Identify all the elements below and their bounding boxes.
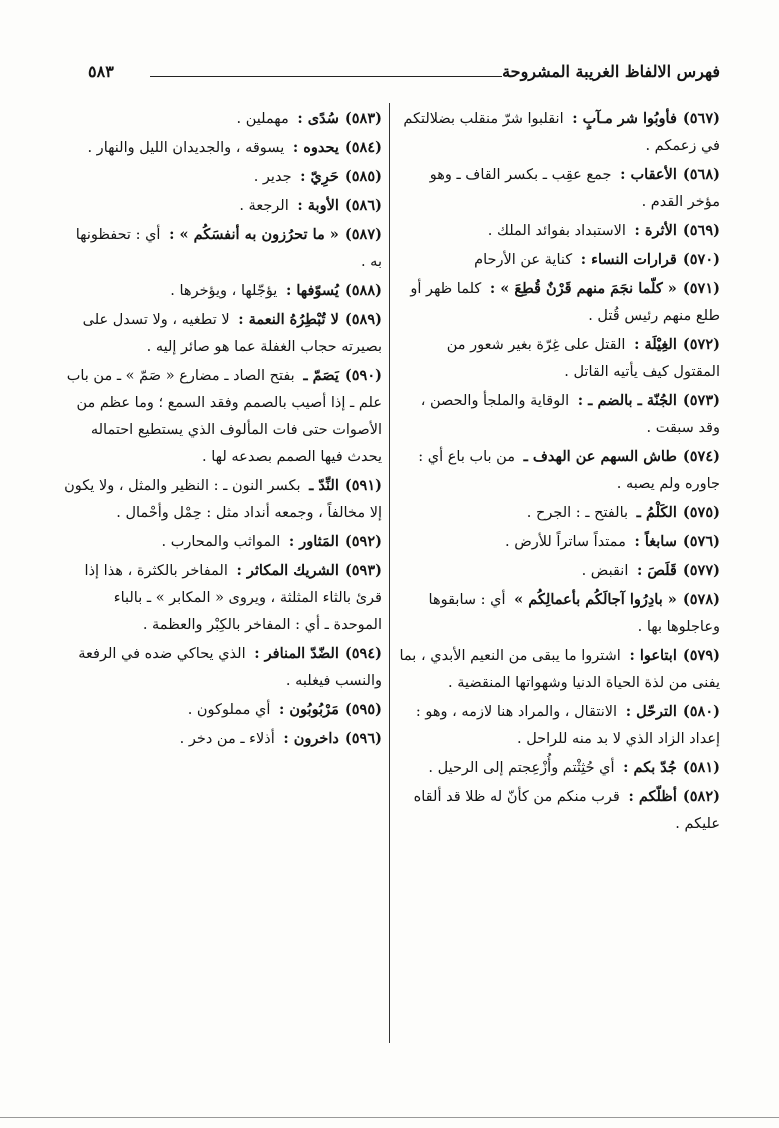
entry-definition: كلما ظهر أو طلع منهم رئيس قُتل . <box>410 281 720 324</box>
entry-definition: يسوقه ، والجديدان الليل والنهار . <box>87 140 285 156</box>
entry-number: (٥٨٠) <box>682 703 720 720</box>
entry-term: قرارات النساء : <box>580 251 677 268</box>
entry-number: (٥٧٢) <box>682 336 720 353</box>
glossary-entry <box>62 362 382 471</box>
entry-term: يحدوه : <box>292 139 339 156</box>
entry-term: الترحّل : <box>625 703 677 720</box>
glossary-entry <box>398 275 720 330</box>
entry-term: سابغاً : <box>634 533 677 550</box>
left-column <box>62 105 382 754</box>
glossary-entry <box>62 725 382 753</box>
entry-definition: الوقاية والملجأ والحصن ، وقد سبقت . <box>420 393 720 436</box>
glossary-entry <box>398 105 720 160</box>
entry-term: الكَلْمُ ـ <box>636 504 677 521</box>
glossary-entry <box>62 640 382 695</box>
entry-term: يَصَمّ ـ <box>303 367 339 384</box>
glossary-entry <box>62 134 382 162</box>
entry-number: (٥٦٩) <box>682 222 720 239</box>
glossary-entry <box>62 277 382 305</box>
entry-number: (٥٧٠) <box>682 251 720 268</box>
glossary-entry <box>398 557 720 585</box>
entry-number: (٥٧٦) <box>682 533 720 550</box>
entry-definition: أي : تحفظونها به . <box>75 227 382 270</box>
entry-term: حَرِيّ : <box>300 168 339 185</box>
entry-number: (٥٧٩) <box>682 647 720 664</box>
footer-rule <box>0 1117 779 1118</box>
glossary-entry <box>398 387 720 442</box>
entry-definition: بالفتح ـ : الجرح . <box>526 505 629 521</box>
glossary-entry <box>398 586 720 641</box>
entry-term: الأعقاب : <box>620 166 677 183</box>
entry-number: (٥٨٣) <box>344 110 382 127</box>
glossary-entry <box>398 642 720 697</box>
entry-term: يُسوّفها : <box>285 282 339 299</box>
entry-definition: بفتح الصاد ـ مضارع « صَمّ » ـ من باب علم ـ إذا أصيب بالصمم وفقد السمع ؛ وما عظم من الأصوات حتى فات المألوف الذي يستطيع احتماله يحدث فيها الصمم بصدعه لها . <box>66 368 382 465</box>
entry-definition: اشتروا ما يبقى من النعيم الأبدي ، بما يفنى من لذة الحياة الدنيا وشهواتها المنقضية . <box>399 648 720 691</box>
glossary-entry <box>398 217 720 245</box>
entry-number: (٥٩٥) <box>344 701 382 718</box>
entry-term: الجُنّة ـ بالضم ـ : <box>577 392 677 409</box>
entry-term: مَرْبُوبُون : <box>279 701 339 718</box>
entry-definition: أي : سابقوها وعاجلوها بها . <box>428 592 720 635</box>
entry-term: جُدّ بكم : <box>623 759 677 776</box>
entry-definition: انقلبوا شرّ منقلب بضلالتكم في زعمكم . <box>403 111 720 154</box>
glossary-entry <box>398 246 720 274</box>
entry-term: الأوبة : <box>297 197 339 214</box>
entry-number: (٥٧٤) <box>682 448 720 465</box>
entry-number: (٥٨٦) <box>344 197 382 214</box>
entry-definition: لا تطغيه ، ولا تسدل على بصيرته حجاب الغفلة عما هو صائر إليه . <box>82 312 382 355</box>
glossary-entry <box>398 443 720 498</box>
glossary-entry <box>62 557 382 639</box>
entry-number: (٥٩٢) <box>344 533 382 550</box>
entry-term: المَثاور : <box>288 533 339 550</box>
glossary-entry <box>398 783 720 838</box>
entry-term: « ما تحرُزون به أنفسَكُم » : <box>169 226 339 243</box>
entry-number: (٥٧٥) <box>682 504 720 521</box>
entry-definition: يؤجّلها ، ويؤخرها . <box>170 283 278 299</box>
glossary-entry <box>398 528 720 556</box>
entry-number: (٥٩١) <box>344 477 382 494</box>
entry-term: قَلَصَ : <box>636 562 677 579</box>
entry-number: (٥٨٢) <box>682 788 720 805</box>
entry-term: « كلّما نجَمَ منهم قَرْنٌ قُطِعَ » : <box>489 280 677 297</box>
entry-number: (٥٦٧) <box>682 110 720 127</box>
entry-definition: أي مملوكون . <box>187 702 271 718</box>
glossary-entry <box>398 499 720 527</box>
header-rule <box>150 76 502 77</box>
glossary-entry <box>62 192 382 220</box>
entry-term: لا تُبْطِرُهُ النعمة : <box>238 311 339 328</box>
entry-number: (٥٧٧) <box>682 562 720 579</box>
entry-definition: ممتداً ساتراً للأرض . <box>505 534 626 550</box>
entry-number: (٥٩٣) <box>344 562 382 579</box>
entry-term: النِّدّ ـ <box>309 477 339 494</box>
entry-number: (٥٩٦) <box>344 730 382 747</box>
entry-definition: المفاخر بالكثرة ، هذا إذا قرئ بالثاء المثلثة ، ويروى « المكابر » ـ بالباء الموحدة ـ أي : المفاخر بالكِبْر والعظمة . <box>84 563 382 633</box>
entry-definition: مهملين . <box>236 111 289 127</box>
entry-number: (٥٧٨) <box>682 591 720 608</box>
glossary-entry <box>398 754 720 782</box>
entry-definition: انقبض . <box>581 563 629 579</box>
entry-definition: أذلاء ـ من دخر . <box>179 731 275 747</box>
right-column <box>398 105 720 839</box>
entry-term: سُدًى : <box>297 110 339 127</box>
entry-definition: المواثب والمحارب . <box>161 534 281 550</box>
entry-term: ابتاعوا : <box>629 647 677 664</box>
entry-definition: القتل على غِرّة بغير شعور من المقتول كيف يأتيه القاتل . <box>446 337 720 380</box>
entry-term: طاش السهم عن الهدف ـ <box>523 448 677 465</box>
glossary-entry <box>398 161 720 216</box>
entry-term: فأوبُوا شر مـآبٍ : <box>572 110 677 127</box>
glossary-entry <box>398 698 720 753</box>
entry-definition: أي حُثِثْتم وأُزْعِجتم إلى الرحيل . <box>428 760 615 776</box>
entry-number: (٥٩٠) <box>344 367 382 384</box>
entry-definition: كناية عن الأرحام <box>474 252 573 268</box>
entry-number: (٥٨١) <box>682 759 720 776</box>
glossary-entry <box>62 472 382 527</box>
entry-definition: جمع عقِب ـ بكسر القاف ـ وهو مؤخر القدم . <box>429 167 720 210</box>
entry-term: الشريك المكاثر : <box>236 562 339 579</box>
glossary-entry <box>62 696 382 724</box>
entry-definition: جدير . <box>253 169 292 185</box>
glossary-entry <box>62 221 382 276</box>
entry-definition: الانتقال ، والمراد هنا لازمه ، وهو : إعداد الزاد الذي لا بد منه للراحل . <box>415 704 720 747</box>
glossary-entry <box>62 105 382 133</box>
entry-definition: الاستبداد بفوائد الملك . <box>487 223 626 239</box>
entry-term: الضّدّ المنافر : <box>254 645 339 662</box>
entry-term: « بادِرُوا آجالَكُم بأعمالِكُم » <box>514 591 677 608</box>
column-divider <box>389 103 390 1043</box>
entry-number: (٥٨٨) <box>344 282 382 299</box>
page-header <box>88 62 720 90</box>
entry-definition: بكسر النون ـ : النظير والمثل ، ولا يكون إلا مخالفاً ، وجمعه أنداد مثل : حِمْل وأحْمال . <box>64 478 382 521</box>
entry-number: (٥٧٣) <box>682 392 720 409</box>
entry-number: (٥٨٩) <box>344 311 382 328</box>
entry-term: أظلّكم : <box>628 788 677 805</box>
entry-number: (٥٨٧) <box>344 226 382 243</box>
entry-term: داخرون : <box>283 730 339 747</box>
entry-number: (٥٨٥) <box>344 168 382 185</box>
entry-term: الغِيْلَة : <box>634 336 677 353</box>
glossary-entry <box>62 528 382 556</box>
glossary-entry <box>62 306 382 361</box>
entry-number: (٥٨٤) <box>344 139 382 156</box>
entry-definition: الرجعة . <box>239 198 289 214</box>
glossary-entry <box>62 163 382 191</box>
glossary-entry <box>398 331 720 386</box>
entry-definition: قرب منكم من كأنّ له ظلا قد ألقاه عليكم . <box>413 789 720 832</box>
entry-term: الأثرة : <box>634 222 677 239</box>
page-number: ٥٨٣ <box>88 62 114 81</box>
entry-number: (٥٩٤) <box>344 645 382 662</box>
entry-definition: من باب باع أي : جاوره ولم يصبه . <box>418 449 720 492</box>
entry-definition: الذي يحاكي ضده في الرفعة والنسب فيغلبه . <box>78 646 382 689</box>
running-title: فهرس الالفاظ الغريبة المشروحة <box>502 62 720 81</box>
entry-number: (٥٧١) <box>682 280 720 297</box>
entry-number: (٥٦٨) <box>682 166 720 183</box>
